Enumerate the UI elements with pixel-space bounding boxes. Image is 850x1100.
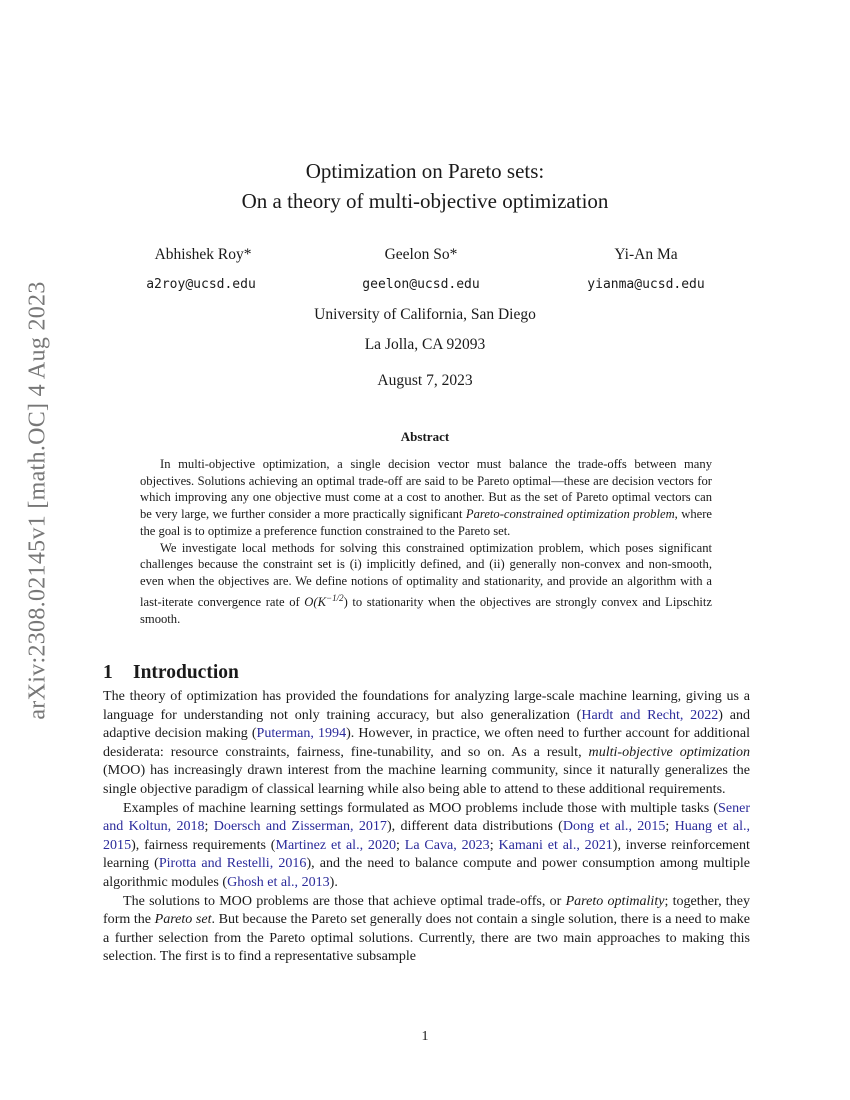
author-email-1[interactable]: a2roy@ucsd.edu: [146, 277, 256, 292]
citation-link[interactable]: Ghosh et al., 2013: [227, 873, 330, 890]
intro-paragraph-2: Examples of machine learning settings formulated as MOO problems include those with multiple tasks (Sener and Koltun, 2018; Doersch and Zisserman, 2017), different data distributions (Dong et al., 2015; Huang et al., 2015), fairness requirements (Martinez et al., 2020; La Cava, 2023; Kamani et al., 2021), inverse reinforcement learning (Pirotta and Restelli, 2016), and the need to balance compute and power consumption among multiple algorithmic modules (Ghosh et al., 2013).: [103, 799, 751, 890]
author-name-1: Abhishek Roy*: [154, 246, 252, 263]
section-title: Introduction: [133, 662, 239, 683]
author-email-2[interactable]: geelon@ucsd.edu: [362, 277, 480, 292]
citation-link[interactable]: Sener and Koltun, 2018: [103, 799, 750, 835]
citation-link[interactable]: Hardt and Recht, 2022: [581, 706, 719, 723]
page-number: 1: [421, 1029, 429, 1044]
location: La Jolla, CA 92093: [364, 336, 486, 353]
citation-link[interactable]: Martinez et al., 2020: [275, 836, 397, 853]
citation-link[interactable]: Pirotta and Restelli, 2016: [158, 855, 307, 872]
arxiv-stamp-text: arXiv:2308.02145v1 [math.OC] 4 Aug 2023: [24, 280, 51, 720]
section-number: 1: [103, 662, 113, 683]
author-email-3[interactable]: yianma@ucsd.edu: [587, 277, 705, 292]
introduction-body: [103, 687, 750, 966]
paper-title: [0, 156, 850, 216]
affiliation: University of California, San Diego: [314, 306, 536, 323]
paper-date: August 7, 2023: [377, 372, 473, 389]
abstract-paragraph-1: In multi-objective optimization, a single decision vector must balance the trade-offs between many objectives. Solutions achieving an optimal trade-off are said to be Pareto optimal—these are decision vectors for which improving any one objective must come at a cost to another. But as the set of Pareto optimal vectors can be very large, we further consider a more practically significant Pareto-constrained optimization problem, where the goal is to optimize a preference function constrained to the Pareto set.: [140, 457, 712, 538]
convergence-rate-math: $O(K^{-1/2}$: [304, 592, 344, 609]
title-line-1: Optimization on Pareto sets:: [305, 159, 545, 183]
section-heading-introduction: [103, 662, 239, 684]
intro-paragraph-1: The theory of optimization has provided the foundations for analyzing large-scale machine learning, giving us a language for understanding not only training accuracy, but also generalization (Hardt and Recht, 2022) and adaptive decision making (Puterman, 1994). However, in practice, we often need to further account for additional desiderata: resource constraints, fairness, fine-tunability, and so on. As a result, multi-objective optimization (MOO) has increasingly drawn interest from the machine learning community, since it naturally generalizes the single objective paradigm of classical learning while also being able to attend to these additional requirements.: [103, 688, 750, 797]
citation-link[interactable]: Dong et al., 2015: [562, 818, 666, 835]
citation-link[interactable]: La Cava, 2023: [404, 836, 490, 853]
abstract-paragraph-2: We investigate local methods for solving this constrained optimization problem, which poses significant challenges because the constraint set is (i) implicitly defined, and (ii) generally non-convex and non-smooth, even when the objectives are. We define notions of optimality and stationarity, and provide an algorithm with a last-iterate convergence rate of $O(K^{-1/2})$ to stationarity when the objectives are strongly convex and Lipschitz smooth.: [140, 540, 712, 626]
author-name-3: Yi-An Ma: [614, 246, 678, 263]
abstract-heading: Abstract: [400, 429, 450, 444]
author-name-2: Geelon So*: [384, 246, 458, 263]
citation-link[interactable]: Kamani et al., 2021: [498, 836, 613, 853]
citation-link[interactable]: Puterman, 1994: [256, 725, 347, 742]
citation-link[interactable]: Huang et al., 2015: [103, 818, 750, 853]
abstract-body: [140, 456, 712, 627]
citation-link[interactable]: Doersch and Zisserman, 2017: [213, 818, 387, 835]
title-line-2: On a theory of multi-objective optimization: [241, 189, 609, 213]
abstract-emphasis: Pareto-constrained optimization problem: [465, 507, 675, 522]
intro-paragraph-3: The solutions to MOO problems are those that achieve optimal trade-offs, or Pareto optimality; together, they form the Pareto set. But because the Pareto set generally does not contain a single solution, there is a need to make a further selection from the Pareto optimal solutions. Currently, there are two main approaches to making this selection. The first is to find a representative subsample: [103, 892, 751, 965]
